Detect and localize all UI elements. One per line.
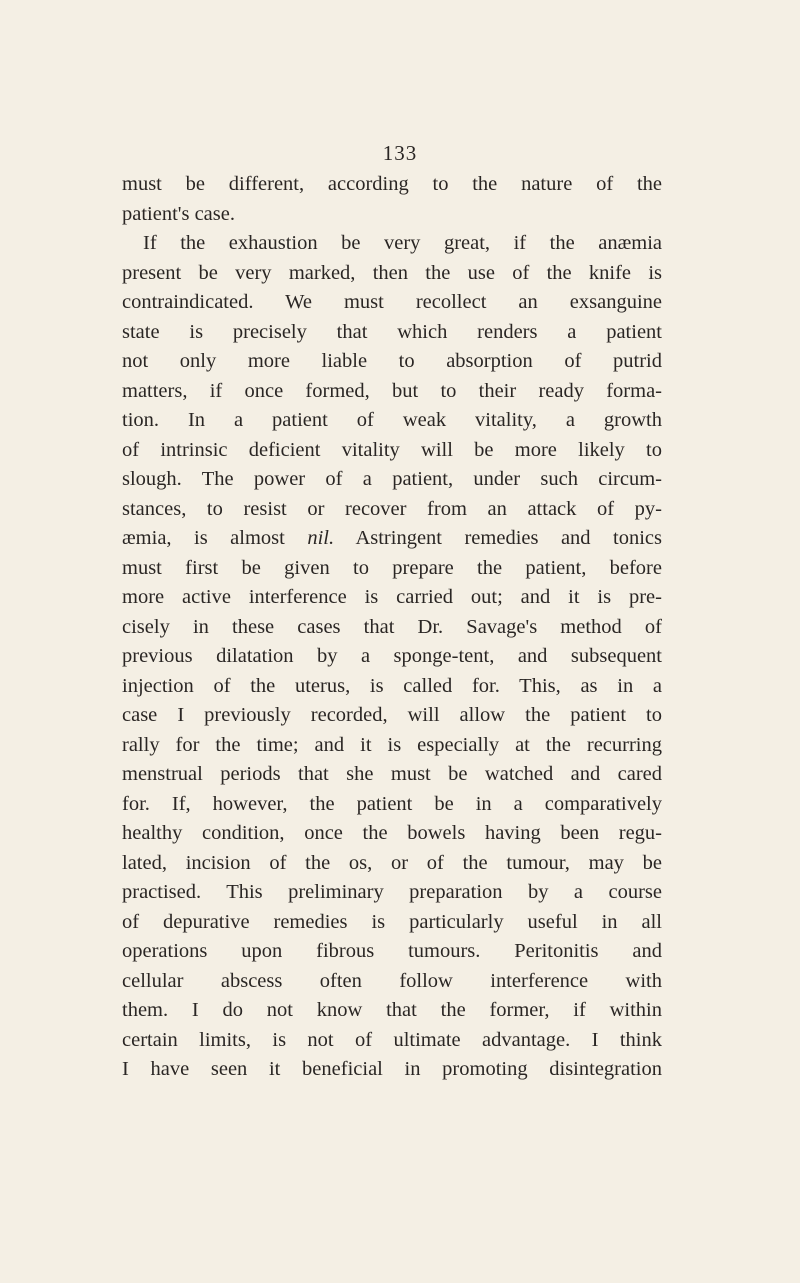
page-number: 133 bbox=[382, 141, 418, 165]
italic-word-nil: nil. bbox=[307, 527, 335, 549]
text-line: healthy condition, once the bowels having been regu- bbox=[122, 822, 662, 844]
text-line: them. I do not know that the former, if within bbox=[122, 999, 662, 1021]
text-segment: æmia, is almost bbox=[122, 527, 308, 549]
text-line: of depurative remedies is particularly useful in all bbox=[122, 910, 662, 933]
text-line: cisely in these cases that Dr. Savage's method of bbox=[122, 615, 662, 638]
paragraph-2 bbox=[122, 229, 662, 1085]
text-line: I have seen it beneficial in promoting disintegration bbox=[122, 1058, 662, 1080]
text-line: If the exhaustion be very great, if the anæmia bbox=[143, 232, 662, 254]
text-line: matters, if once formed, but to their ready forma- bbox=[122, 379, 662, 402]
text-line: must first be given to prepare the patient, before bbox=[122, 556, 662, 579]
text-segment: Astringent remedies and tonics bbox=[334, 527, 663, 549]
text-line: menstrual periods that she must be watched and cared bbox=[122, 763, 662, 785]
text-line: lated, incision of the os, or of the tumour, may be bbox=[122, 851, 662, 874]
text-line: present be very marked, then the use of the knife is bbox=[122, 261, 662, 284]
text-line: stances, to resist or recover from an attack of py- bbox=[122, 497, 662, 520]
text-line: case I previously recorded, will allow the patient to bbox=[122, 704, 662, 726]
text-line-nil bbox=[122, 524, 662, 554]
text-line: contraindicated. We must recollect an exsanguine bbox=[122, 291, 662, 313]
text-line: for. If, however, the patient be in a comparatively bbox=[122, 792, 662, 815]
text-line: state is precisely that which renders a patient bbox=[122, 320, 662, 343]
text-line: operations upon fibrous tumours. Peritonitis and bbox=[122, 940, 662, 962]
text-line: must be different, according to the nature of the bbox=[122, 173, 662, 195]
text-line: injection of the uterus, is called for. This, as in a bbox=[122, 674, 662, 697]
text-line: slough. The power of a patient, under such circum- bbox=[122, 468, 662, 490]
text-line: certain limits, is not of ultimate advantage. I think bbox=[122, 1028, 662, 1051]
text-line: rally for the time; and it is especially at the recurring bbox=[122, 733, 662, 756]
text-line: more active interference is carried out; and it is pre- bbox=[122, 586, 662, 608]
text-line: previous dilatation by a sponge-tent, and subsequent bbox=[122, 645, 662, 667]
text-line: tion. In a patient of weak vitality, a growth bbox=[122, 409, 662, 431]
paragraph-1 bbox=[122, 170, 662, 229]
text-line: of intrinsic deficient vitality will be more likely to bbox=[122, 438, 662, 461]
text-line: patient's case. bbox=[122, 202, 235, 225]
text-line: not only more liable to absorption of putrid bbox=[122, 350, 662, 372]
body-text bbox=[122, 170, 662, 1085]
text-line: practised. This preliminary preparation by a course bbox=[122, 881, 662, 903]
text-line: cellular abscess often follow interference with bbox=[122, 969, 662, 992]
